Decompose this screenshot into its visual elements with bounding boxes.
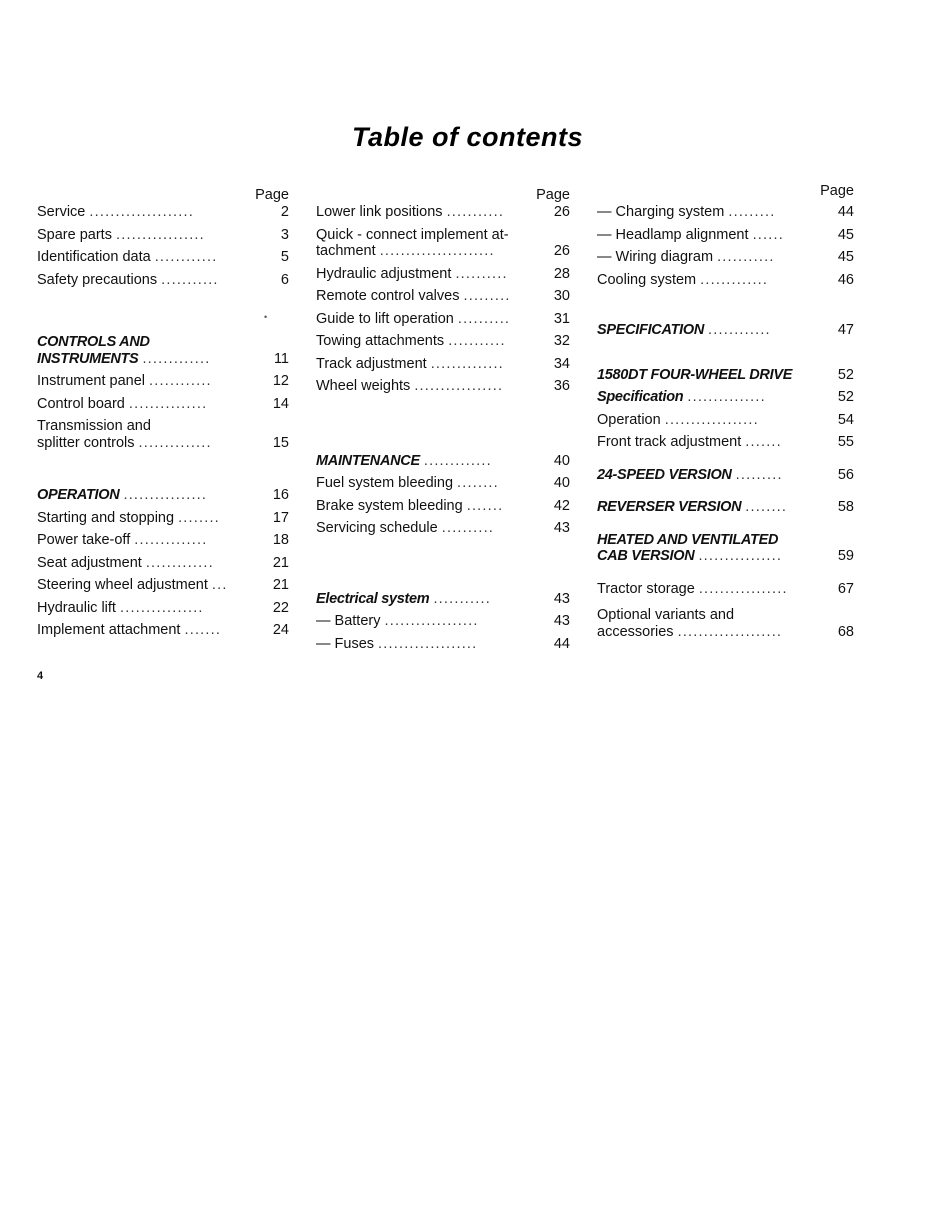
toc-entry-front-track-adjustment[interactable]: Front track adjustment ....... 55 <box>597 434 854 450</box>
toc-entry-servicing-schedule[interactable]: Servicing schedule .......... 43 <box>316 520 570 536</box>
toc-entry-service[interactable]: Service .................... 2 <box>37 204 289 220</box>
toc-entry-control-board[interactable]: Control board ............... 14 <box>37 395 289 412</box>
toc-entry-track-adjustment[interactable]: Track adjustment .............. 34 <box>316 355 570 372</box>
toc-section-24-speed-version[interactable]: 24-SPEED VERSION ......... 56 <box>597 466 854 483</box>
toc-entry-wiring-diagram[interactable]: — Wiring diagram ........... 45 <box>597 249 854 265</box>
page-ref: 21 <box>272 577 289 593</box>
toc-entry-hydraulic-adjustment[interactable]: Hydraulic adjustment .......... 28 <box>316 265 570 282</box>
toc-entry-instrument-panel[interactable]: Instrument panel ............ 12 <box>37 373 289 389</box>
page-ref: 36 <box>553 378 570 394</box>
page-ref: 58 <box>837 499 854 515</box>
toc-column-1 <box>37 186 289 645</box>
page-ref: 44 <box>553 635 570 652</box>
toc-column-2 <box>316 186 570 658</box>
page-ref: 26 <box>553 204 570 220</box>
toc-entry-fuses[interactable]: — Fuses ................... 44 <box>316 635 570 652</box>
page-column-header: Page <box>536 187 570 203</box>
page-ref: 6 <box>280 271 289 288</box>
page-ref: 32 <box>553 333 570 349</box>
page-ref: 56 <box>837 466 854 483</box>
toc-entry-headlamp-alignment[interactable]: — Headlamp alignment ...... 45 <box>597 226 854 243</box>
page-ref: 3 <box>280 226 289 243</box>
toc-section-maintenance[interactable]: MAINTENANCE ............. 40 <box>316 452 570 469</box>
toc-section-electrical-system[interactable]: Electrical system ........... 43 <box>316 590 570 607</box>
toc-section-specification[interactable]: SPECIFICATION ............ 47 <box>597 322 854 338</box>
toc-entry-tractor-storage[interactable]: Tractor storage ................. 67 <box>597 580 854 597</box>
page-ref: 2 <box>280 204 289 220</box>
page-ref: 54 <box>837 411 854 428</box>
toc-entry-wheel-weights[interactable]: Wheel weights ................. 36 <box>316 378 570 394</box>
page-ref: 15 <box>272 434 289 451</box>
page-ref: 21 <box>272 554 289 571</box>
toc-column-3 <box>597 183 854 646</box>
toc-section-1580dt-four-wheel-drive[interactable]: 1580DT FOUR-WHEEL DRIVE 52 <box>597 366 854 383</box>
page-ref: 45 <box>837 226 854 243</box>
toc-entry-battery[interactable]: — Battery .................. 43 <box>316 613 570 629</box>
page-ref: 5 <box>280 249 289 265</box>
page-ref: 68 <box>837 623 854 640</box>
toc-entry-transmission-splitter[interactable]: Transmission and splitter controls .............. 15 <box>37 418 289 451</box>
toc-entry-spare-parts[interactable]: Spare parts ................. 3 <box>37 226 289 243</box>
page-ref: 40 <box>553 452 570 469</box>
page-ref: 16 <box>272 487 289 503</box>
page-ref: 40 <box>553 475 570 491</box>
toc-entry-implement-attachment[interactable]: Implement attachment ....... 24 <box>37 622 289 638</box>
page-ref: 14 <box>272 395 289 412</box>
page-ref: 31 <box>553 310 570 327</box>
toc-section-heated-ventilated-cab[interactable]: HEATED AND VENTILATED CAB VERSION ................ 59 <box>597 531 854 564</box>
page-ref: 47 <box>837 322 854 338</box>
page-ref: 22 <box>272 599 289 616</box>
toc-entry-remote-control-valves[interactable]: Remote control valves ......... 30 <box>316 288 570 304</box>
toc-entry-hydraulic-lift[interactable]: Hydraulic lift ................ 22 <box>37 599 289 616</box>
page-ref: 30 <box>553 288 570 304</box>
page-ref: 43 <box>553 613 570 629</box>
toc-entry-guide-lift-operation[interactable]: Guide to lift operation .......... 31 <box>316 310 570 327</box>
stray-mark: • <box>264 312 268 322</box>
page-ref: 52 <box>837 389 854 405</box>
page-ref: 55 <box>837 434 854 450</box>
toc-entry-lower-link-positions[interactable]: Lower link positions ........... 26 <box>316 204 570 220</box>
toc-section-operation[interactable]: OPERATION ................ 16 <box>37 487 289 503</box>
toc-entry-charging-system[interactable]: — Charging system ......... 44 <box>597 204 854 220</box>
toc-section-controls-instruments[interactable]: CONTROLS AND INSTRUMENTS ............. 11 <box>37 334 289 367</box>
toc-entry-quick-connect[interactable]: Quick - connect implement at- tachment ...................... 26 <box>316 226 570 259</box>
toc-entry-power-take-off[interactable]: Power take-off .............. 18 <box>37 532 289 548</box>
toc-entry-towing-attachments[interactable]: Towing attachments ........... 32 <box>316 333 570 349</box>
page-ref: 59 <box>837 548 854 564</box>
toc-entry-safety-precautions[interactable]: Safety precautions ........... 6 <box>37 271 289 288</box>
page-ref: 26 <box>553 243 570 259</box>
page-ref: 43 <box>553 520 570 536</box>
page-ref: 52 <box>837 366 854 383</box>
page-number: 4 <box>37 670 44 682</box>
toc-entry-fuel-system-bleeding[interactable]: Fuel system bleeding ........ 40 <box>316 475 570 491</box>
toc-entry-specification-4wd[interactable]: Specification ............... 52 <box>597 389 854 405</box>
toc-entry-brake-system-bleeding[interactable]: Brake system bleeding ....... 42 <box>316 497 570 514</box>
toc-entry-cooling-system[interactable]: Cooling system ............. 46 <box>597 271 854 288</box>
page-ref: 12 <box>272 373 289 389</box>
toc-entry-starting-stopping[interactable]: Starting and stopping ........ 17 <box>37 509 289 526</box>
toc-section-reverser-version[interactable]: REVERSER VERSION ........ 58 <box>597 499 854 515</box>
page-column-header: Page <box>820 183 854 199</box>
toc-entry-seat-adjustment[interactable]: Seat adjustment ............. 21 <box>37 554 289 571</box>
toc-entry-optional-variants[interactable]: Optional variants and accessories .................... 68 <box>597 607 854 640</box>
page-ref: 46 <box>837 271 854 288</box>
page-ref: 17 <box>272 509 289 526</box>
page-ref: 34 <box>553 355 570 372</box>
page-column-header: Page <box>255 187 289 203</box>
page-ref: 24 <box>272 622 289 638</box>
page-ref: 45 <box>837 249 854 265</box>
page-ref: 18 <box>272 532 289 548</box>
page-ref: 67 <box>837 580 854 597</box>
toc-entry-operation-4wd[interactable]: Operation .................. 54 <box>597 411 854 428</box>
toc-entry-identification-data[interactable]: Identification data ............ 5 <box>37 249 289 265</box>
page-ref: 44 <box>837 204 854 220</box>
toc-entry-steering-wheel-adjustment[interactable]: Steering wheel adjustment ... 21 <box>37 577 289 593</box>
page-ref: 28 <box>553 265 570 282</box>
page-title: Table of contents <box>351 122 583 152</box>
page-ref: 42 <box>553 497 570 514</box>
page-ref: 11 <box>273 350 289 367</box>
page-ref: 43 <box>553 590 570 607</box>
